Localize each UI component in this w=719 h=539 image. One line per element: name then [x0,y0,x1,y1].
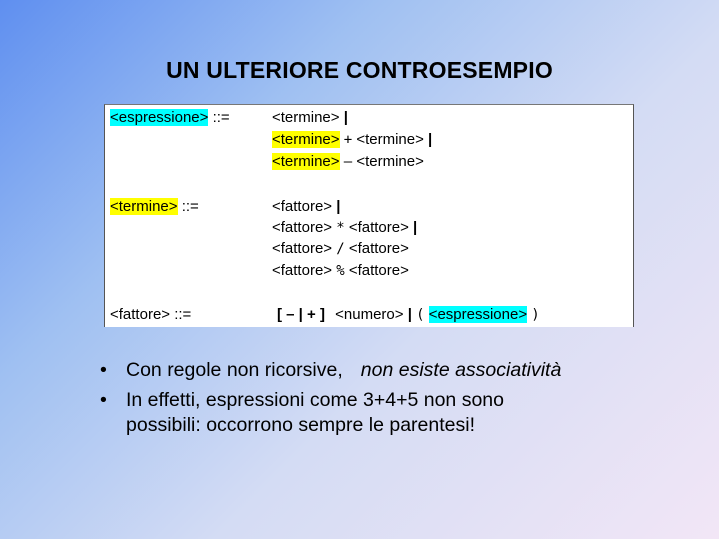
slide-title: UN ULTERIORE CONTROESEMPIO [166,57,553,83]
nt-fattore: <fattore> [272,219,333,236]
op-minus: – [343,154,353,170]
alt-2 [272,130,432,150]
def-symbol: ::= [212,109,230,126]
nt-termine-highlight: <termine> [272,153,340,170]
op-times: * [336,220,345,236]
alt-3 [272,152,424,172]
op-modulo: % [336,263,345,279]
alt-bar: | [336,198,341,215]
nt-termine: <termine> [356,153,424,170]
nt-fattore: <fattore> [272,240,333,257]
bullet-marker: • [100,359,107,381]
alt-bar: | [428,131,433,148]
paren-close: ) [531,307,540,323]
bullet-item [100,358,700,383]
def-symbol: ::= [174,306,192,323]
nt-termine-highlight: <termine> [272,131,340,148]
nt-fattore: <fattore> [348,262,409,279]
grammar-rule-termine [110,197,199,217]
alt-bar: | [407,306,412,323]
alt-1 [272,108,348,128]
nt-termine: <termine> [356,131,424,148]
alt-4 [272,261,409,281]
grammar-rule-espressione [110,108,230,128]
alt-3 [272,239,409,259]
alt-1 [277,305,540,325]
nt-fattore: <fattore> [348,240,409,257]
sign-options: [ – | + ] [277,306,325,323]
alt-1 [272,197,340,217]
op-plus: + [343,132,353,148]
bullet-text-line-2: possibili: occorrono sempre le parentesi! [126,414,476,436]
nt-fattore: <fattore> [348,219,409,236]
bullet-item [100,388,700,438]
bullet-text-line-1: In effetti, espressioni come 3+4+5 non sono [126,389,504,411]
nt-termine: <termine> [272,109,340,126]
bullet-list [100,358,700,443]
grammar-box [104,104,634,327]
op-divide: / [336,241,345,257]
bullet-marker: • [100,389,107,411]
grammar-rule-fattore [110,305,191,325]
bullet-text: Con regole non ricorsive, [126,359,343,381]
nt-espressione-lhs: <espressione> [110,109,209,126]
nt-fattore: <fattore> [272,198,333,215]
paren-open: ( [416,307,425,323]
alt-bar: | [343,109,348,126]
nt-termine-lhs: <termine> [110,198,178,215]
nt-espressione-highlight: <espressione> [428,306,528,323]
alt-2 [272,218,417,238]
nt-fattore: <fattore> [272,262,333,279]
nt-numero: <numero> [335,306,404,323]
bullet-emphasis: non esiste associatività [360,359,562,381]
alt-bar: | [413,219,418,236]
def-symbol: ::= [181,198,199,215]
nt-fattore-lhs: <fattore> [110,306,171,323]
